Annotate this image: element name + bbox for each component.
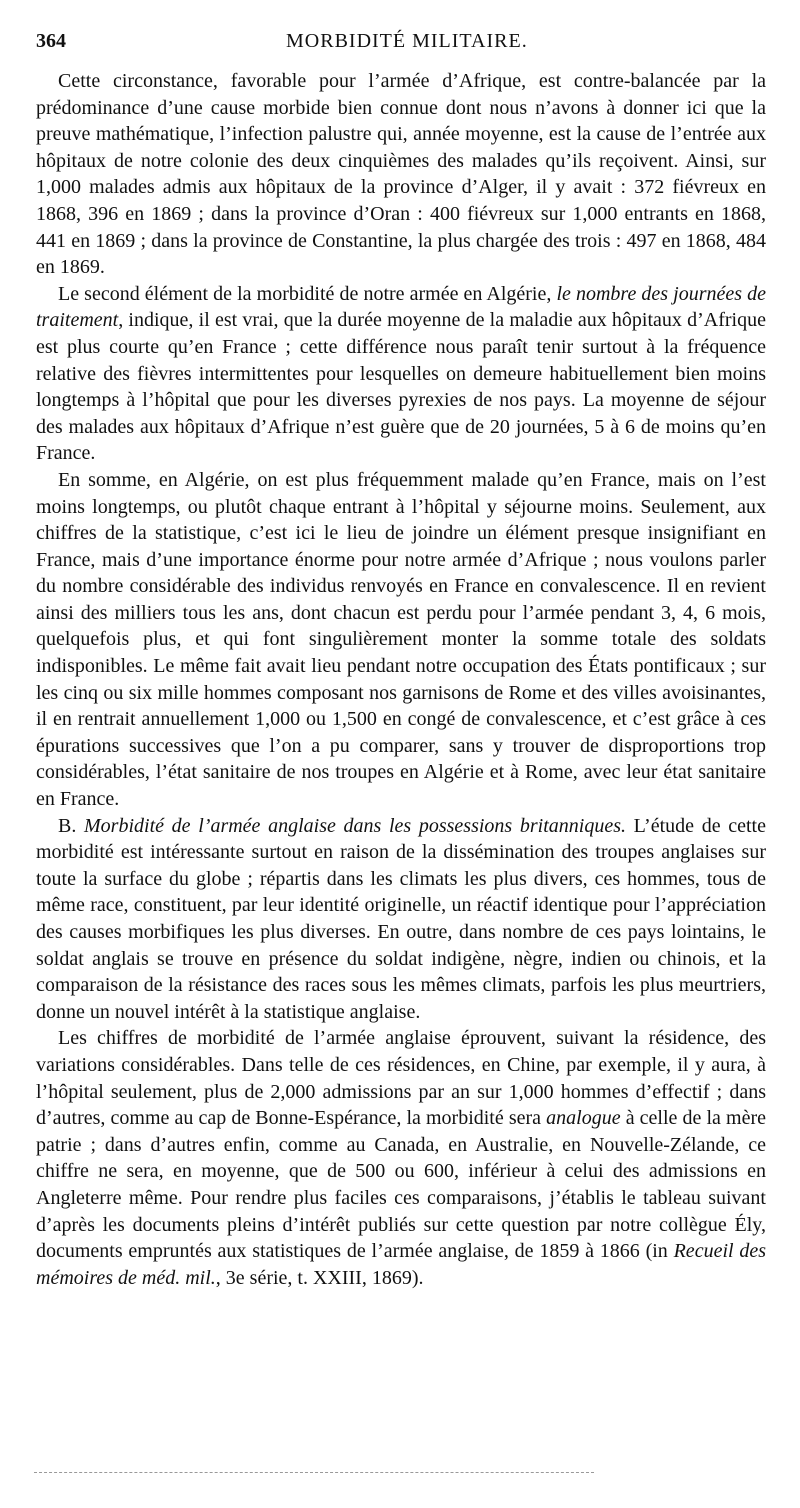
- paragraph-4-pre: B.: [58, 814, 85, 837]
- paragraph-1: Cette circonstance, favorable pour l’armée d’Afrique, est contre-balancée par la prédominance d’une cause morbide bien connue dont nous n’avons à donner ici que la preuve mathématique, l’infection palustre qui, année moyenne, est la cause de l’entrée aux hôpitaux de notre colonie des deux cinquièmes des malades qu’ils reçoivent. Ainsi, sur 1,000 malades admis aux hôpitaux de la province d’Alger, il y avait : 372 fiévreux en 1868, 396 en 1869 ; dans la province d’Oran : 400 fiévreux sur 1,000 entrants en 1868, 441 en 1869 ; dans la province de Constantine, la plus chargée des trois : 497 en 1868, 484 en 1869.: [36, 70, 766, 279]
- paragraph-4-italic: Morbidité de l’armée anglaise dans les possessions britanniques.: [84, 814, 626, 837]
- paragraph-5-post-2: , 3e série, t. XXIII, 1869).: [215, 1266, 424, 1289]
- paragraph-2-pre: Le second élément de la morbidité de notre armée en Algérie,: [58, 282, 557, 305]
- paragraph-3: En somme, en Algérie, on est plus fréquemment malade qu’en France, mais on l’est moins longtemps, ou plutôt chaque entrant à l’hôpital y séjourne moins. Seulement, aux chiffres de la statistique, c’est ici le lieu de joindre un élément presque insignifiant en France, mais d’une importance énorme pour notre armée d’Afrique ; nous voulons parler du nombre considérable des individus renvoyés en France en convalescence. Il en revient ainsi des milliers tous les ans, dont chacun est perdu pour l’armée pendant 3, 4, 6 mois, quelquefois plus, et qui font singulièrement monter la somme totale des soldats indisponibles. Le même fait avait lieu pendant notre occupation des États pontificaux ; sur les cinq ou six mille hommes composant nos garnisons de Rome et des villes avoisinantes, il en rentrait annuellement 1,000 ou 1,500 en congé de convalescence, et c’est grâce à ces épurations successives que l’on a pu comparer, sans y trouver de disproportions trop considérables, l’état sanitaire de nos troupes en Algérie et à Rome, avec leur état sanitaire en France.: [36, 468, 766, 811]
- paragraph-5-italic-2: Recueil des mémoires de méd. mil.: [36, 1240, 766, 1289]
- body-text: [36, 68, 766, 1291]
- page: [36, 30, 766, 1291]
- paragraph-2-italic: le nombre des journées de traitement: [36, 282, 766, 332]
- paragraph-2: [36, 281, 766, 467]
- paragraph-5-post: à celle de la mère patrie ; dans d’autres enfin, comme au Canada, en Australie, en Nouvelle-Zélande, ce chiffre ne sera, en moyenne, que de 500 ou 600, inférieur à celui des admissions en Angleterre même. Pour rendre plus faciles ces comparaisons, j’établis le tableau suivant d’après les documents pleins d’intérêt publiés sur cette question par notre collègue Ély, documents empruntés aux statistiques de l’armée anglaise, de 1859 à 1866 (in: [36, 1107, 767, 1263]
- page-header: [36, 30, 766, 58]
- page-number: 364: [36, 30, 66, 52]
- paragraph-4-post: L’étude de cette morbidité est intéressante surtout en raison de la dissémination des troupes anglaises sur toute la surface du globe ; répartis dans les climats les plus divers, ces hommes, tous de même race, constituent, par leur identité originelle, un réactif identique pour l’appréciation des causes morbifiques les plus diverses. En outre, dans nombre de ces pays lointains, le soldat anglais se trouve en présence du soldat indigène, nègre, indien ou chinois, et la comparaison de la résistance des races sous les mêmes climats, parfois les plus meurtriers, donne un nouvel intérêt à la statistique anglaise.: [36, 814, 766, 1023]
- paragraph-5: [36, 1025, 766, 1291]
- paragraph-5-pre: Les chiffres de morbidité de l’armée anglaise éprouvent, suivant la résidence, des variations considérables. Dans telle de ces résidences, en Chine, par exemple, il y aura, à l’hôpital seulement, plus de 2,000 admissions par an sur 1,000 hommes d’effectif ; dans d’autres, comme au cap de Bonne-Espérance, la morbidité sera: [36, 1027, 766, 1130]
- paragraph-5-italic: analogue: [546, 1107, 621, 1130]
- running-title: MORBIDITÉ MILITAIRE.: [286, 30, 528, 52]
- paragraph-2-post: , indique, il est vrai, que la durée moyenne de la maladie aux hôpitaux d’Afrique est plus courte qu’en France ; cette différence nous paraît tenir surtout à la fréquence relative des fièvres intermittentes pour lesquelles on demeure habituellement bien moins longtemps à l’hôpital que pour les diverses pyrexies de nos pays. La moyenne de séjour des malades aux hôpitaux d’Afrique n’est guère que de 20 journées, 5 à 6 de moins qu’en France.: [36, 309, 766, 465]
- paragraph-4: [36, 813, 766, 1026]
- footer-dashed-rule: [34, 1472, 594, 1474]
